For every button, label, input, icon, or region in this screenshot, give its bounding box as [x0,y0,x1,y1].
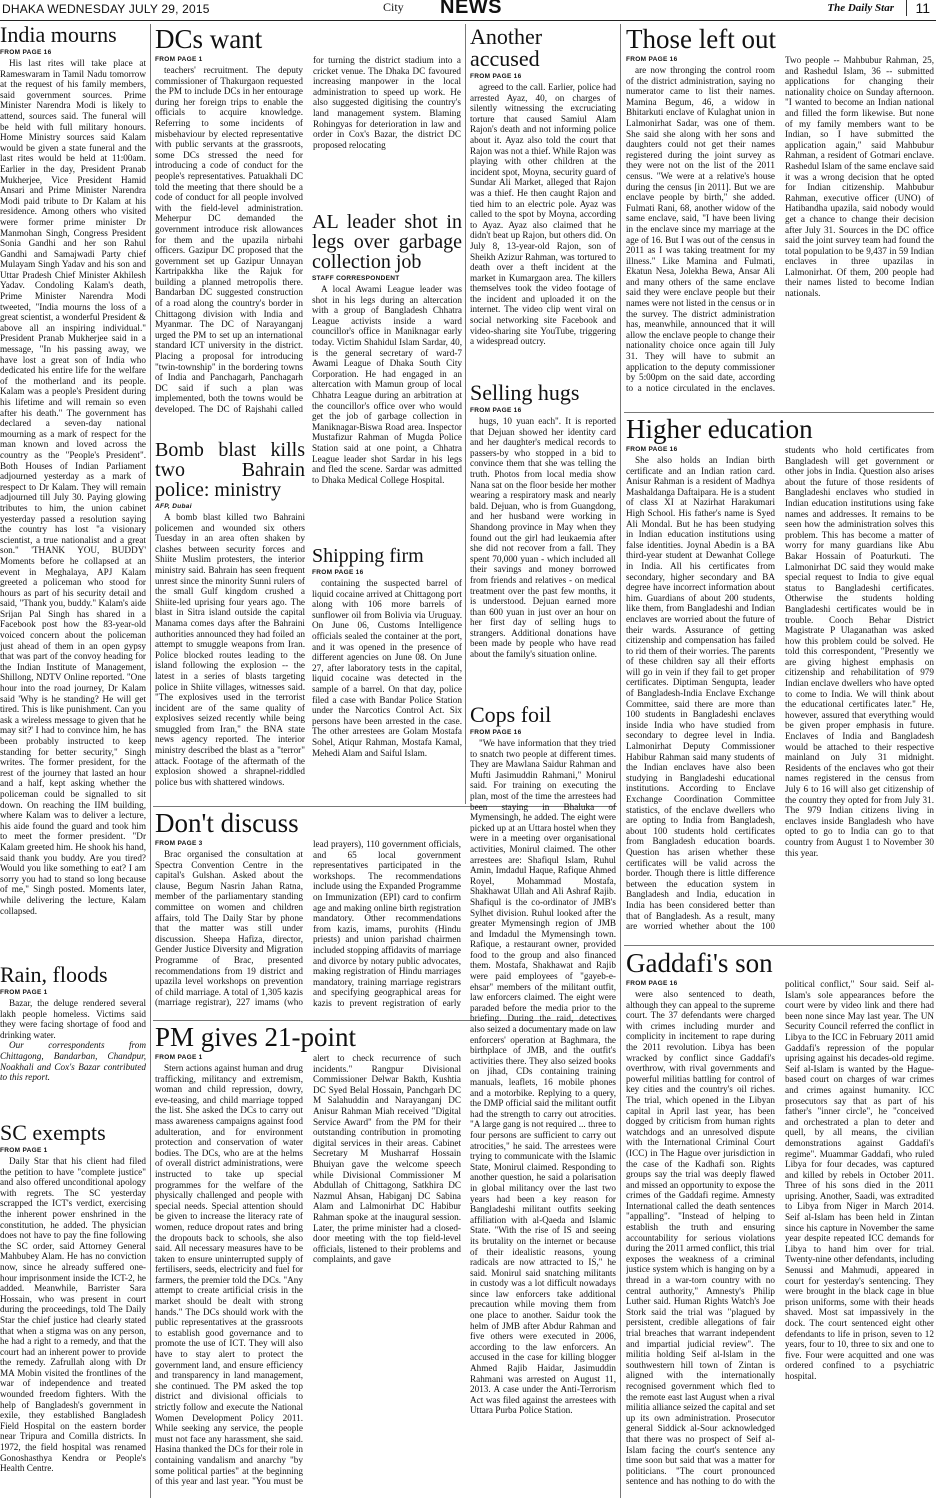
story-source: FROM PAGE 16 [626,980,678,987]
story-source: FROM PAGE 16 [626,56,678,63]
story-body: Stern actions against human and drug trafficking, militancy and extremism, woman and child repression, dowry, eve-teasing, and child marriage topped the list. She asked the DCs to carry out mass awareness campaigns against food adulteration, and for environment protection and conservation of water bodies. The DCs, who are at the helms of overall district administrations, were instructed to take up special programmes for the welfare of the physically challenged and people with special needs. Special attention should be given to increase the literacy rate of women, reduce dropout rates and bring the dropouts back to schools, she also said. All necessary measures have to be taken to ensure uninterrupted supply of fertilisers, seeds, electricity and fuel for farmers, the premier told the DCs. "Any attempt to create artificial crisis in the market should be dealt with strong hands." The DCs should work with the public representatives at the grassroots to establish good governance and to promote the use of ICT. They will also have to stay alert to protect the government land, and ensure efficiency and transparency in land management, she continued. The PM asked the top district and divisional officials to strictly follow and execute the National Women Development Policy 2011. While seeking any service, the people must not face any harassment, she said. Hasina thanked the DCs for their role in containing vandalism and anarchy "by some political parties" at the beginning of this year and last year. "You must be alert to check recurrence of such incidents." Rangpur Divisional Commissioner Delwar Bakth, Kushtia DC Syed Belal Hossain, Panchgarh DC M Salahuddin and Narayanganj DC Anisur Rahman Miah received "Digital Service Award" from the PM for their outstanding contribution in promoting digital services in their areas. Cabinet Secretary M Musharraf Hossain Bhuiyan gave the welcome speech while Divisional Commissioner M Abdullah of Chittagong, Satkhira DC Nazmul Ahsan, Habiganj DC Sabina Alam and Lalmonirhat DC Habibur Rahman spoke at the inaugural session. Later, the prime minister had a closed-door meeting with the top field-level officials, listened to their problems and complaints, and gave [155,1053,461,1487]
story-body: containing the suspected barrel of liquid cocaine arrived at Chittagong port along with 106 more barrels of sunflower oil from Bolivia via Uruguay. On June 06, Customs Intelligence officials sealed the container at the port, and it was opened in the presence of different agencies on June 08. On June 27, after laboratory tests in the capital, liquid cocaine was detected in the sample of a barrel. On that day, police filed a case with Bandar Police Station under the Narcotics Control Act. Six persons have been arrested in the case. The other arrestees are Golam Mostafa Sohel, Atiqur Rahman, Mostafa Kamal, Mehedi Alam and Saiful Islam. [312,578,462,758]
story-rain-floods [0,964,146,1114]
headline: Higher education [626,416,813,444]
story-india-mourns [0,24,146,956]
story-source: FROM PAGE 16 [470,729,522,736]
story-body: were also sentenced to death, although they can appeal to the supreme court. The 37 defendants were charged with crimes including murder and complicity in incitement to rape during the 2011 revolution. Libya has been wracked by conflict since Gaddafi's overthrow, with rival governments and powerful militias battling for control of key cities and the country's oil riches. The trial, which opened in the Libyan capital in April last year, has been dogged by criticism from human rights watchdogs and an unresolved dispute with the International Criminal Court (ICC) in The Hague over jurisdiction in the case of the Kadhafi son. Rights groups say the trial was deeply flawed and missed an opportunity to expose the crimes of the Gaddafi regime. Amnesty International called the death sentences "appalling". "Instead of helping to establish the truth and ensuring accountability for serious violations during the 2011 armed conflict, this trial exposes the weakness of a criminal justice system which is hanging on by a thread in a war-torn country with no central authority," Amnesty's Philip Luther said. Human Rights Watch's Joe Stork said the trial was "plagued by persistent, credible allegations of fair trial breaches that warrant independent and impartial judicial review". The militia holding Seif al-Islam in the southwestern hill town of Zintan is aligned with the internationally recognised government which fled to the remote east last August when a rival militia alliance seized the capital and set up its own administration. Prosecutor general Siddick al-Sour acknowledged that there was no prospect of Seif al-Islam facing the court's sentence any time soon but said that was a matter for politicians. "The court pronounced sentence and has nothing to do with the political conflict," Sour said. Seif al-Islam's sole appearances before the court were by video link and there had been none since May last year. The UN Security Council referred the conflict in Libya to the ICC in February 2011 amid Gaddafi's repression of the popular uprising against his decades-old regime. Seif al-Islam is wanted by the Hague-based court on charges of war crimes and crimes against humanity. ICC prosecutors say that as part of his father's "inner circle", he "conceived and orchestrated a plan to deter and quell, by all means, the civilian demonstrations against Gaddafi's regime". Muammar Gaddafi, who ruled Libya for four decades, was captured and killed by rebels in October 2011. Three of his sons died in the 2011 uprising. Another, Saadi, was extradited to Libya from Niger in March 2014. Seif al-Islam has been held in Zintan since his capture in November the same year despite repeated ICC demands for Libya to hand him over for trial. Twenty-nine other defendants, including Senussi and Mahmudi, appeared in court for yesterday's sentencing. They were brought in the black cage in blue prison uniforms, some with their heads shaved. Most sat impassively in the dock. The court sentenced eight other defendants to life in prison, seven to 12 years, four to 10, three to six and one to five. Four were acquitted and one was ordered confined to a psychiatric hospital. [626,979,934,1487]
story-body: agreed to the call. Earlier, police had arrested Ayaz, 40, on charges of silently witnessing the excruciating torture that caused Samiul Alam Rajon's death and not informing police about it. Ayaz also told the court that Rajon was not a thief. While Rajon was playing with other children at the incident spot, Moyna, security guard of Sundar Ali Market, alleged that Rajon was a thief. He then caught Rajon and tied him to an electric pole. Ayaz was called to the spot by Moyna, according to Ayaz. Ayaz also claimed that he didn't beat up Rajon, but others did. On July 8, 13-year-old Rajon, son of Sheikh Azizur Rahman, was tortured to death over a theft incident at the market in Kumargaon area. The killers themselves took the video footage of the incident and uploaded it on the internet. The video clip went viral on social networking site Facebook and video-sharing site YouTube, triggering a widespread outcry. [470,82,616,347]
headline: Cops foil [470,704,552,727]
headline: SC exempts [0,1122,106,1145]
story-body: Bazar, the deluge rendered several lakh people homeless. Victims said they were facing shortage of food and drinking water. [0,998,146,1040]
headline: DCs want [155,26,263,54]
headline: Rain, floods [0,964,108,987]
headline: Shipping firm [312,546,424,567]
story-source: FROM PAGE 1 [155,1054,203,1061]
story-source: FROM PAGE 16 [470,73,522,80]
contributor-note: Our correspondents from Chittagong, Bandarban, Chandpur, Noakhali and Cox's Bazar contributed to this report. [0,1040,146,1083]
page-header [0,0,936,21]
story-body: His last rites will take place at Rameswaram in Tamil Nadu tomorrow at the request of his family members, said government sources. Prime Minister Narendra Modi is likely to attend, sources said. The funeral will be held with full military honours. Home Ministry sources said Kalam would be given a state funeral and the last rites would be held at 11:00am. Earlier in the day, President Pranab Mukherjee, Vice President Hamid Ansari and Prime Minister Narendra Modi paid tribute to Dr Kalam at his residence. Among others who visited were former prime minister Dr Manmohan Singh, Congress President Sonia Gandhi and her son Rahul Gandhi and Samajwadi Party chief Mulayam Singh Yadav and his son and Uttar Pradesh Chief Minister Akhilesh Yadav. Condoling Kalam's death, Prime Minister Narendra Modi tweeted, "India mourns the loss of a great scientist, a wonderful President & above all an inspiring individual." President Pranab Mukherjee said in a message, "In his passing away, we have lost a great son of India who dedicated his entire life for the welfare of the motherland and its people. Kalam was a people's President during his lifetime and will remain so even after his death." The government has declared a seven-day national mourning as a mark of respect for the man known and loved across the country as the "People's President". Both Houses of Indian Parliament adjourned yesterday as a mark of respect to Dr Kalam. They will remain adjourned till July 30. Paying glowing tributes to him, the union cabinet yesterday passed a resolution saying the country has lost "a visionary scientist, a true nationalist and a great son." 'THANK YOU, BUDDY' Moments before he collapsed at an event in Meghalaya, APJ Kalam greeted a policeman who stood for hours as part of his security detail and said, "Thank you, buddy." Kalam's aide Srijan Pal Singh has shared in a Facebook post how the 83-year-old voiced concern about the policeman just ahead of them in an open gypsy that was part of the convoy heading for the Indian Institute of Management, Shillong, NDTV Online reported. "One hour into the road journey, Dr Kalam said 'Why is he standing? He will get tired. This is like punishment. Can you ask a wireless message to given that he may sit?' I had to convince him, he has been probably instructed to keep standing for better security," Singh writes. The former president, for the rest of the journey that lasted an hour and a half, kept asking whether the policeman could be signalled to sit down. On reaching the IIM building, where Kalam was to deliver a lecture, his aide found the guard and took him to meet the former president. "Dr Kalam greeted him. He shook his hand, said thank you buddy. Are you tired? Would you like something to eat? I am sorry you had to stand so long because of me," Singh posted. Moments later, while delivering the lecture, Kalam collapsed. [0,58,146,916]
story-another-accused [470,26,616,376]
headline: Gaddafi's son [626,950,773,978]
story-body: She also holds an Indian birth certificate and an Indian ration card. Anisur Rahman is a resident of Madhya Mashaldanga Daftaipara. He is a student of class XI at Nazirhat Harakumari High School. His father's name is Syed Ali Mondal. But he has been studying in Indian education institutions using false identities. Joynal Abedin is a BA third-year student at Dewanhat College in India. All his certificates from secondary, higher secondary and BA degree have incorrect information about him. Guardians of about 200 students, like them, from Bangladeshi and Indian enclaves are worried about the future of their wards. Assurance of getting citizenship and compensation has failed to rid them of their worries. The parents of these children say all their efforts will go in vein if they fail to get proper certificates. Diptiman Sengupta, leader of Bangladesh-India Enclave Exchange Committee, said there are more than 100 students in Bangladeshi enclaves inside India who have studied from secondary to degree level in India. Lalmonirhat Deputy Commissioner Habibur Rahman said many students of the Indian enclaves have also been studying in Bangladeshi educational institutions. According to Enclave Exchange Coordination Committee statistics, of the enclave dwellers who are opting to India from Bangladesh, about 100 students hold certificates from Bangladesh education boards. Question has arisen whether these certificates will be valid across the border. Though there is little difference between the education system in Bangladesh and India, education in India has been considered better than that of Bangladesh. As a result, many are worried whether about the 100 students who hold certificates from Bangladesh will get government or other jobs in India. Question also arises about the future of those residents of Bangladeshi enclaves who studied in Indian education institutions using fake names and addresses. It remains to be seen how the administration solves this problem. This has become a matter of worry for many guardians like Abu Bakar Hossain of Poaturkuti. The Lalmonirhat DC said they would make special request to India to give equal status to Bangladeshi certificates. Otherwise the students holding Bangladeshi certificates would be in trouble. Cooch Behar District Magistrate P Ulaganathan was asked how this problem could be solved. He told this correspondent, "Presently we are giving highest emphasis on citizenship and rehabilitation of 979 Indian enclave dwellers who have opted to come to India. We will think about the educational certificates later." He, however, assured that everything would be given proper emphasis in future. Enclaves of India and Bangladesh would be attached to their respective mainland on July 31 midnight. Residents of the enclaves who got their names registered in the census from July 6 to 16 will also get citizenship of the country they opted for from July 31. The 979 Indian citizens living in enclaves inside Bangladesh who have opted to go to India can go to that country from August 1 to November 30 this year. [626,445,934,932]
story-selling-hugs [470,382,616,700]
story-dont-discuss [155,810,461,1016]
section-rule [624,412,934,413]
headline: Another accused [470,26,543,71]
column-rule [620,24,621,1498]
story-body: hugs, 10 yuan each". It is reported that Dejuan showed her identity card and her daughter's medical records to passers-by who stopped in a bid to convince them that she was telling the truth. Photos from local media show Nana sat on the floor beside her mother wearing a respiratory mask and nearly bald. Dejuan, who is from Guangdong, and her husband were working in Shandong province in May when they found out the girl had leukaemia after she did not recover from a fall. They spent 70,000 yuan - which included all their savings and money borrowed from friends and relatives - on medical treatment over the past few months, it is understood. Dejuan earned more than 600 yuan in just over an hour on her first day of selling hugs to strangers. Additional donations have been made by people who have read about the family's situation online. [470,416,616,660]
story-source: AFP, Dubai [155,503,192,510]
story-those-left-out [626,26,934,408]
dateline: DHAKA WEDNESDAY JULY 29, 2015 [2,2,210,16]
story-body: are now thronging the control room of the district administration, saying no numerator came to list their names. Mamina Begum, 46, a widow in Bhitarkuti enclave of Kulaghat union in Lalmonirhat Sadar, was one of them. She said she along with her sons and daughters could not get their names registered during the joint survey as they were not on the list of the 2011 census. "We were at a relative's house during the census [in 2011]. But we are enclave people by birth," she added. Fulmati Rani, 68, another widow of the same enclave, said, "I have been living in the enclave since my marriage at the age of 16. But I was out of the census in 2011 as I was taking treatment for my illness." Like Mamina and Fulmati, Ekatun Nesa, Jolekha Bewa, Ansar Ali and many others of the same enclave said they were enclave people but their names were not listed in the census or in the survey. The district administration has, meanwhile, announced that it will allow the enclave people to change their nationality choice once again till July 31. They will have to submit an application to the deputy commissioner by 5:00pm on the said date, according to a notice circulated in the enclaves. Two people -- Mahbubur Rahman, 25, and Rashedul Islam, 36 -- submitted applications for changing their nationality choice on Sunday afternoon. "I wanted to become an Indian national and filled the form likewise. But none of my family members want to be Indian, so I have submitted the application again," said Mahbubur Rahman, a resident of Gotmari enclave. Rashedul Islam of the same enclave said it was a wrong decision that he opted for Indian citizenship. Mahbubur Rahman, executive officer (UNO) of Hatibandha upazila, said nobody would get a chance to change their decision after July 31. Sources in the DC office said the joint survey team had found the total population to be 9,437 in 59 Indian enclaves in three upazilas in Lalmonirhat. Of them, 200 people had their names listed to become Indian nationals. [626,55,934,393]
story-body: Brac organised the consultation at Spectra Convention Centre in the capital's Gulshan. Asked about the clause, Begum Nasrin Jahan Ratna, member of the parliamentary standing committee on women and children affairs, told The Daily Star by phone that the matter was still under discussion. Sheepa Hafiza, director, Gender Justice Diversity and Migration Programme of Brac, presented recommendations from 19 district and upazila level workshops on prevention of child marriage. A total of 1,305 kazis (marriage registrar), 227 imams (who lead prayers), 110 government officials, and 65 local government representatives participated in the workshops. The recommendations include using the Expanded Programme on Immunization (EPI) card to confirm age and making online birth registration mandatory. Other recommendations from kazis, imams, purohits (Hindu priests) and union parishad chairmen included stopping affidavits of marriage and divorce by notary public advocates, making registration of Hindu marriages mandatory, training marriage registrars and specifying geographical areas for kazis to prevent registration of early [155,839,461,1008]
masthead-logo: The Daily Star [827,2,894,14]
story-pm-gives [155,1024,461,1498]
story-al-leader [312,212,462,540]
story-body: A bomb blast killed two Bahraini policemen and wounded six others Tuesday in an area often shaken by clashes between security forces and Shiite Muslim protesters, the interior ministry said. Bahrain has seen frequent unrest since the minority Sunni rulers of the small Gulf kingdom crushed a Shiite-led uprising four years ago. The blast in Sitra island outside the capital Manama comes days after the Bahraini authorities announced they had foiled an attempt to smuggle weapons from Iran. Police blocked routes leading to the island following the explosion -- the latest in a series of blasts targeting police in Shiite villages, witnesses said. "The explosives used in the terrorist incident are of the same quality of explosives seized recently while being smuggled from Iran," the BNA state news agency reported. The interior ministry described the blast as a "terror" attack. Footage of the aftermath of the explosion showed a shrapnel-riddled police bus with shattered windows. [155,512,305,787]
story-bomb-blast [155,440,305,804]
headline: India mourns [0,24,117,47]
story-source: FROM PAGE 16 [470,407,522,414]
story-body: teachers' recruitment. The deputy commissioner of Thakurgaon requested the PM to include DCs in her entourage during her foreign trips to enable the officials to acquire knowledge. Referring to some incidents of misbehaviour by elected representative with public servants at the grassroots, some DCs stressed the need for introducing a code of conduct for the people's representatives. Patuakhali DC told the meeting that there should be a code of conduct for all people involved with the field-level administration. Meherpur DC demanded the government introduce risk allowances for them and the upazila nirbahi officers. Gazipur DC proposed that the government set up Gazipur Unnayan Kartripakkha like the Rajuk for building a planned metropolis there. Bandarban DC suggested construction of a road along the country's border in Chittagong division with India and Myanmar. The DC of Narayanganj urged the PM to set up an international standard ICT university in the district. Placing a proposal for introducing "twin-township" in the bordering towns of India and Panchagarh, Panchagarh DC said if such a plan was implemented, both the towns would be developed. The DC of Rajshahi called for turning the district stadium into a cricket venue. The Dhaka DC favoured increasing manpower in the local administration to speed up work. He also suggested digitising the country's land management system. Blaming Rohingyas for deterioration in law and order in Cox's Bazar, the district DC proposed relocating [155,55,461,414]
headline: Bomb blast kills two Bahrain police: ministry [155,440,305,501]
story-source: FROM PAGE 16 [312,569,364,576]
story-body: Daily Star that his client had filed the petition to have "complete justice" and also offered unconditional apology with regrets. The SC yesterday scrapped the ICT's verdict, exercising the inherent power enshrined in the constitution, he added. The physician does not have to pay the fine following the SC order, said Attorney General Mahbubey Alam. He has no conviction now, since he already suffered one-hour imprisonment inside the ICT-2, he added. Meanwhile, Barrister Sara Hossain, who was present in court during the proceedings, told The Daily Star the chief justice had clearly stated that when a stigma was on any person, he had a right to a remedy, and that the court had an inherent power to provide the remedy. Zafrullah along with Dr MA Mobin visited the frontlines of the war of independence and treated wounded freedom fighters. With the help of Bangladesh's government in exile, they established Bangladesh Field Hospital on the eastern border near Tripura and Comilla districts. In 1972, the field hospital was renamed Gonoshasthya Kendra or People's Health Centre. [0,1156,146,1474]
headline: Those left out [626,26,776,54]
story-source: STAFF CORRESPONDENT [312,275,400,282]
column-rule [465,24,466,804]
story-higher-education [626,416,934,942]
story-sc-exempts [0,1122,146,1498]
headline: Don't discuss [155,810,299,838]
section-label-city: City [383,0,404,14]
story-source: FROM PAGE 1 [155,56,203,63]
story-source: FROM PAGE 1 [0,989,48,996]
story-source: FROM PAGE 16 [626,446,678,453]
story-source: FROM PAGE 16 [0,49,52,56]
story-body: "We have information that they tried to snatch two people at different times. They are Mawlana Saidur Rahman and Mufti Jasimuddin Rahmani," Monirul said. For training on executing the plan, most of the time the arrestees had been staying in Bhaluka of Mymensingh, he added. The eight were picked up at an Uttara hostel when they were in a meeting over organisational activities, Monirul claimed. The other arrestees are: Shafiqul Islam, Ruhul Amin, Imdadul Haque, Rafique Ahmed Royel, Mohammad Mostafa, Shakhawat Ullah and Ali Ashraf Rajib. Shafiqul is the co-ordinator of JMB's Sylhet division. Ruhul looked after the greater Mymensingh region of JMB and Imdadul the Mymensingh town. Rafique, a restaurant owner, provided food to the group and also financed them. Mostafa, Shakhawat and Rajib were paid employees of "gayeb-e-ehsar" members of the militant outfit, law enforcers claimed. The eight were paraded before the media prior to the briefing. During the raid, detectives also seized a documentary made on law enforcers' operation at Baghmara, the birthplace of JMB, and the outfit's activities there. They also seized books on jihad, CDs containing training manuals, leaflets, 16 mobile phones and a motorbike. Replying to a query, the DMP official said the militant outfit had the strength to carry out atrocities. "A large gang is not required ... three to four persons are sufficient to carry out atrocities," he said. The arrestees were trying to communicate with the Islamic State, Monirul claimed. Responding to another question, he said a polarisation in global militancy over the last two years had been a key reason for Bangladeshi militant outfits seeking affiliation with al-Qaeda and Islamic State. "With the rise of IS and seeing its brutality on the internet or because of their idealistic reasons, young radicals are now attracted to IS," he said. Monirul said snatching militants in custody was a lot difficult nowadays since law enforcers take additional precaution while moving them from one place to another. Saidur took the helm of JMB after Abdur Rahman and five others were executed in 2006, according to the law enforcers. An accused in the case for killing blogger Ahmed Rajib Haidar, Jasimuddin Rahmani was arrested on August 11, 2013. A case under the Anti-Terrorism Act was filed against the arrestees with Uttara Purba Police Station. [470,738,616,1416]
headline: Selling hugs [470,382,580,405]
section-rule [624,945,934,946]
story-body: A local Awami League leader was shot in his legs during an altercation with a group of Bangladesh Chhatra League activists inside a ward councillor's office in Maniknagar early today. Victim Shahidul Islam Sardar, 40, is the general secretary of ward-7 Awami League of Dhaka South City Corporation. He had engaged in an altercation with Mamun group of local Chhatra League during an arbitration at the councillor's office over who would get the job of garbage collection in Maniknagar-Biswa Road area. Inspector Mustafizur Rahman of Mugda Police Station said at one point, a Chhatra League leader shot Sardar in his legs and fled the scene. Sardar was admitted to Dhaka Medical College Hospital. [312,284,462,485]
story-gaddafi-son [626,950,934,1498]
section-label-news: NEWS [440,0,502,18]
headline: PM gives 21-point [155,1024,357,1052]
story-shipping-firm [312,546,462,804]
column-rule [150,24,151,1498]
story-cops-foil [470,704,616,1498]
page-number: 11 [906,0,930,16]
story-source: FROM PAGE 1 [0,1147,48,1154]
headline: AL leader shot in legs over garbage collection job [312,212,462,273]
story-source: FROM PAGE 3 [155,840,203,847]
